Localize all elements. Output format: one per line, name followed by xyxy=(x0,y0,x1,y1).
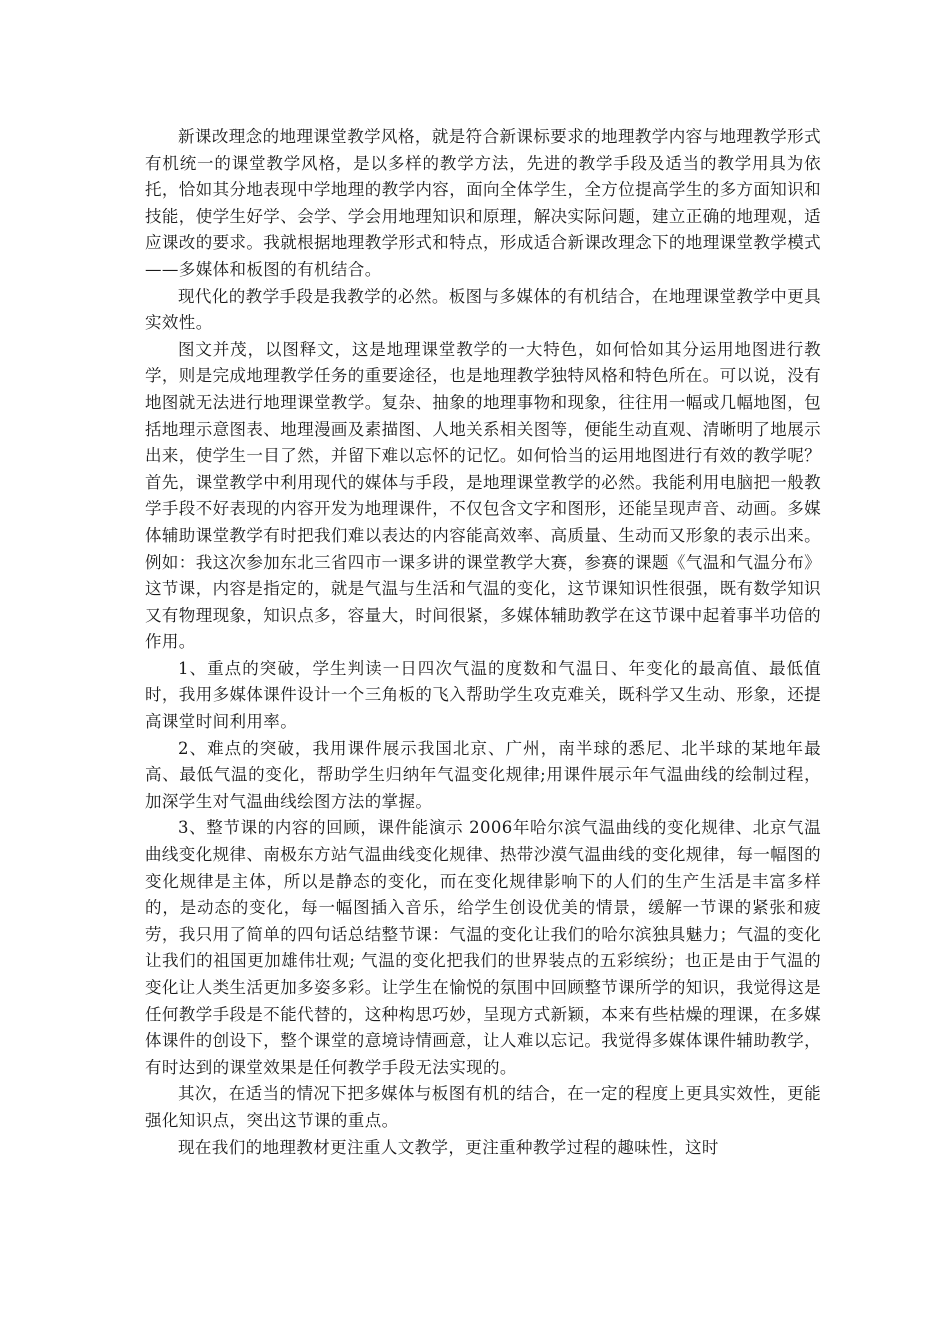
paragraph-difficult-point: 2、难点的突破，我用课件展示我国北京、广州，南半球的悉尼、北半球的某地年最高、最低气温的变化，帮助学生归纳年气温变化规律;用课件展示年气温曲线的绘制过程，加深学生对气温曲线绘图方法的掌握。 xyxy=(145,738,821,811)
paragraph-second: 其次，在适当的情况下把多媒体与板图有机的结合，在一定的程度上更具实效性，更能强化知识点，突出这节课的重点。 xyxy=(145,1084,821,1130)
document-body xyxy=(145,124,821,1161)
paragraph-humanities: 现在我们的地理教材更注重人文教学，更注重种教学过程的趣味性，这时 xyxy=(178,1137,719,1157)
paragraph-intro: 新课改理念的地理课堂教学风格，就是符合新课标要求的地理教学内容与地理教学形式有机统一的课堂教学风格，是以多样的教学方法，先进的教学手段及适当的教学用具为依托，恰如其分地表现中学地理的教学内容，面向全体学生，全方位提高学生的多方面知识和技能，使学生好学、会学、学会用地理知识和原理，解决实际问题，建立正确的地理观，适应课改的要求。我就根据地理教学形式和特点，形成适合新课改理念下的地理课堂教学模式——多媒体和板图的有机结合。 xyxy=(145,127,821,279)
paragraph-modern-means: 现代化的教学手段是我教学的必然。板图与多媒体的有机结合，在地理课堂教学中更具实效性。 xyxy=(145,286,821,333)
paragraph-review: 3、整节课的内容的回顾，课件能演示 2006年哈尔滨气温曲线的变化规律、北京气温曲线变化规律、南极东方站气温曲线变化规律、热带沙漠气温曲线的变化规律，每一幅图的变化规律是主体，所以是静态的变化，而在变化规律影响下的人们的生产生活是丰富多样的，是动态的变化，每一幅图插入音乐，给学生创设优美的情景，缓解一节课的紧张和疲劳，我只用了简单的四句话总结整节课：气温的变化让我们的哈尔滨独具魅力；气温的变化让我们的祖国更加雄伟壮观; 气温的变化把我们的世界装点的五彩缤纷；也正是由于气温的变化让人类生活更加多姿多彩。让学生在愉悦的氛围中回顾整节课所学的知识，我觉得这是任何教学手段是不能代替的，这种构思巧妙，呈现方式新颖，本来有些枯燥的理课，在多媒体课件的创设下，整个课堂的意境诗情画意，让人难以忘记。我觉得多媒体课件辅助教学，有时达到的课堂效果是任何教学手段无法实现的。 xyxy=(145,818,821,1077)
paragraph-first: 首先，课堂教学中利用现代的媒体与手段，是地理课堂教学的必然。我能利用电脑把一般教学手段不好表现的内容开发为地理课件，不仅包含文字和图形，还能呈现声音、动画。多媒体辅助课堂教学有时把我们难以表达的内容能高效率、高质量、生动而又形象的表示出来。例如：我这次参加东北三省四市一课多讲的课堂教学大赛，参赛的课题《气温和气温分布》这节课，内容是指定的，就是气温与生活和气温的变化，这节课知识性很强，既有数学知识又有物理现象，知识点多，容量大，时间很紧，多媒体辅助教学在这节课中起着事半功倍的作用。 xyxy=(145,472,821,652)
paragraph-maps: 图文并茂，以图释文，这是地理课堂教学的一大特色，如何恰如其分运用地图进行教学，则是完成地理教学任务的重要途径，也是地理教学独特风格和特色所在。可以说，没有地图就无法进行地理课堂教学。复杂、抽象的地理事物和现象，往往用一幅或几幅地图，包括地理示意图表、地理漫画及素描图、人地关系相关图等，便能生动直观、清晰明了地展示出来，使学生一目了然，并留下难以忘怀的记忆。如何恰当的运用地图进行有效的教学呢？ xyxy=(145,339,821,466)
paragraph-key-point: 1、重点的突破，学生判读一日四次气温的度数和气温日、年变化的最高值、最低值时，我用多媒体课件设计一个三角板的飞入帮助学生攻克难关，既科学又生动、形象，还提高课堂时间利用率。 xyxy=(145,658,821,732)
